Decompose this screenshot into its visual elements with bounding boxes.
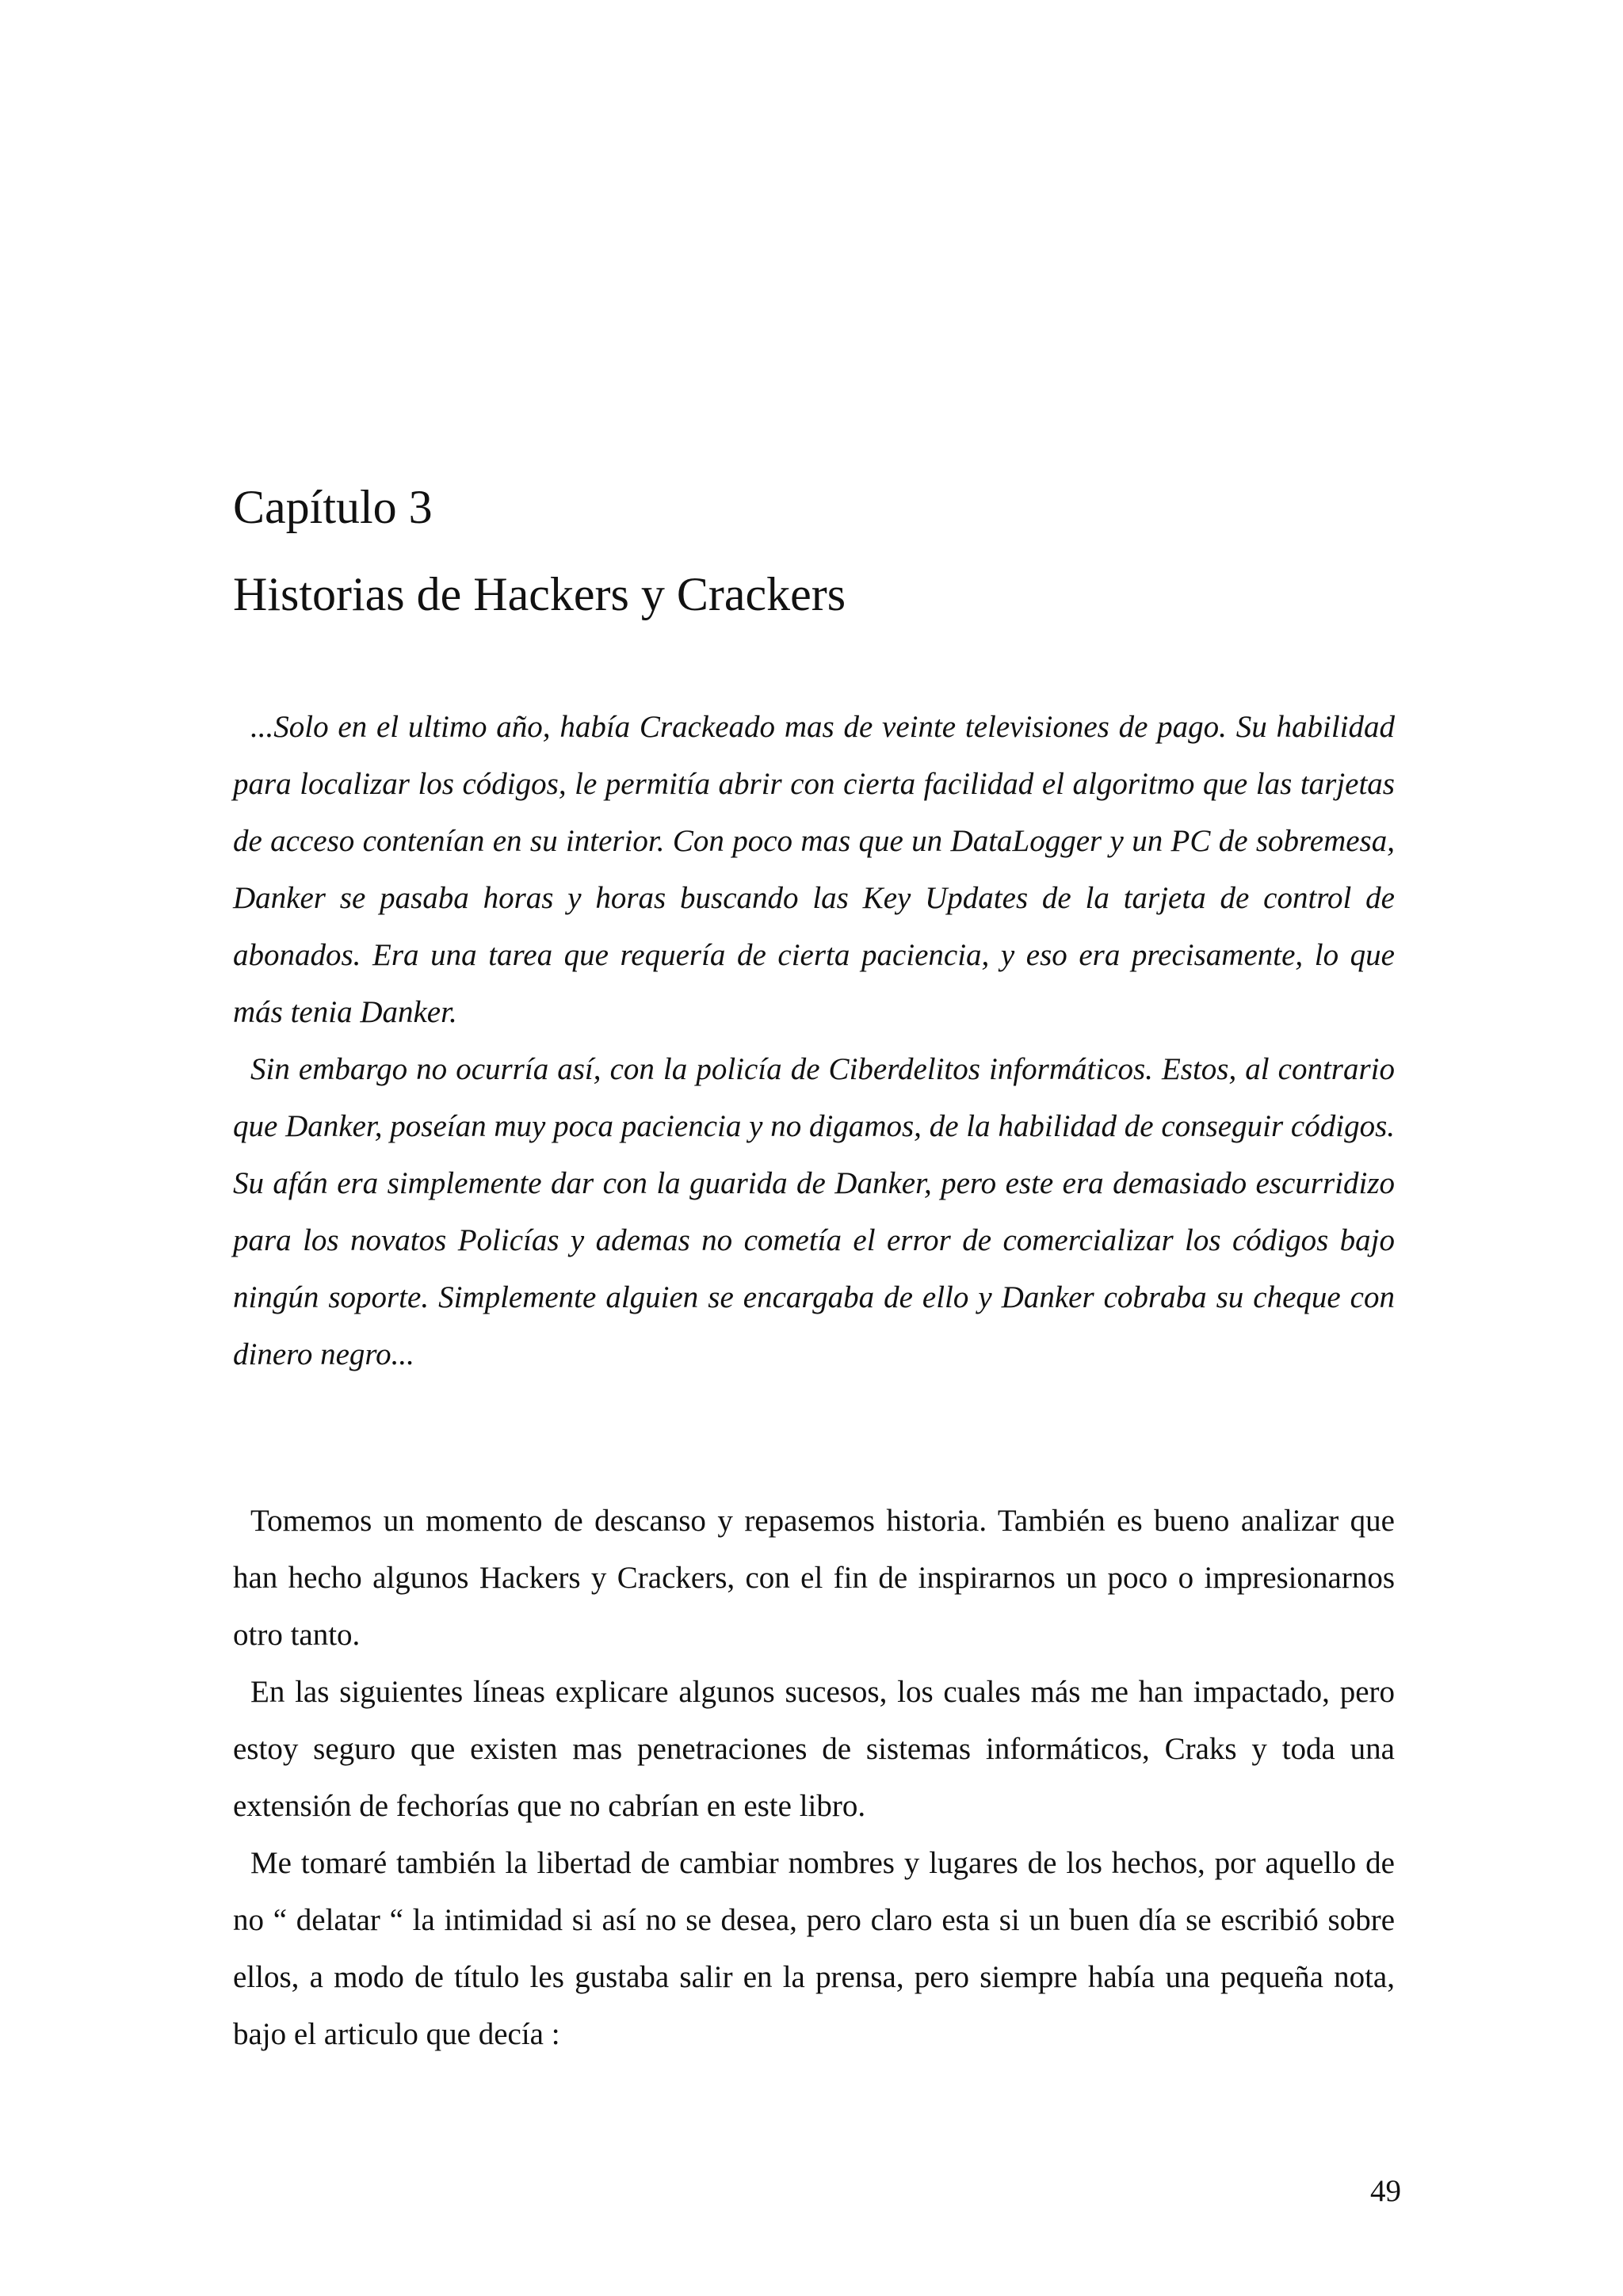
epigraph-quote [233, 699, 1395, 1383]
body-paragraph: Tomemos un momento de descanso y repasemos historia. También es bueno analizar que han hecho algunos Hackers y Crackers, con el fin de inspirarnos un poco o impresionarnos otro tanto. [233, 1504, 1395, 1652]
body-paragraph: En las siguientes líneas explicare algunos sucesos, los cuales más me han impactado, pero estoy seguro que existen mas penetraciones de sistemas informáticos, Craks y toda una extensión de fechorías que no cabrían en este libro. [233, 1675, 1395, 1823]
chapter-body-text [233, 1493, 1395, 2063]
chapter-number: Capítulo 3 [233, 481, 433, 533]
epigraph-paragraph: ...Solo en el ultimo año, había Crackeado mas de veinte televisiones de pago. Su habilidad para localizar los códigos, le permitía abrir con cierta facilidad el algoritmo que las tarjetas de acceso contenían en su interior. Con poco mas que un DataLogger y un PC de sobremesa, Danker se pasaba horas y horas buscando las Key Updates de la tarjeta de control de abonados. Era una tarea que requería de cierta paciencia, y eso era precisamente, lo que más tenia Danker. [233, 710, 1395, 1029]
chapter-title: Historias de Hackers y Crackers [233, 568, 846, 620]
body-paragraph: Me tomaré también la libertad de cambiar nombres y lugares de los hechos, por aquello de no “ delatar “ la intimidad si así no se desea, pero claro esta si un buen día se escribió sobre ellos, a modo de título les gustaba salir en la prensa, pero siempre había una pequeña nota, bajo el articulo que decía : [233, 1846, 1395, 2051]
page-number: 49 [1370, 2174, 1401, 2208]
epigraph-paragraph: Sin embargo no ocurría así, con la policía de Ciberdelitos informáticos. Estos, al contrario que Danker, poseían muy poca paciencia y no digamos, de la habilidad de conseguir códigos. Su afán era simplemente dar con la guarida de Danker, pero este era demasiado escurridizo para los novatos Policías y ademas no cometía el error de comercializar los códigos bajo ningún soporte. Simplemente alguien se encargaba de ello y Danker cobraba su cheque con dinero negro... [233, 1052, 1395, 1371]
